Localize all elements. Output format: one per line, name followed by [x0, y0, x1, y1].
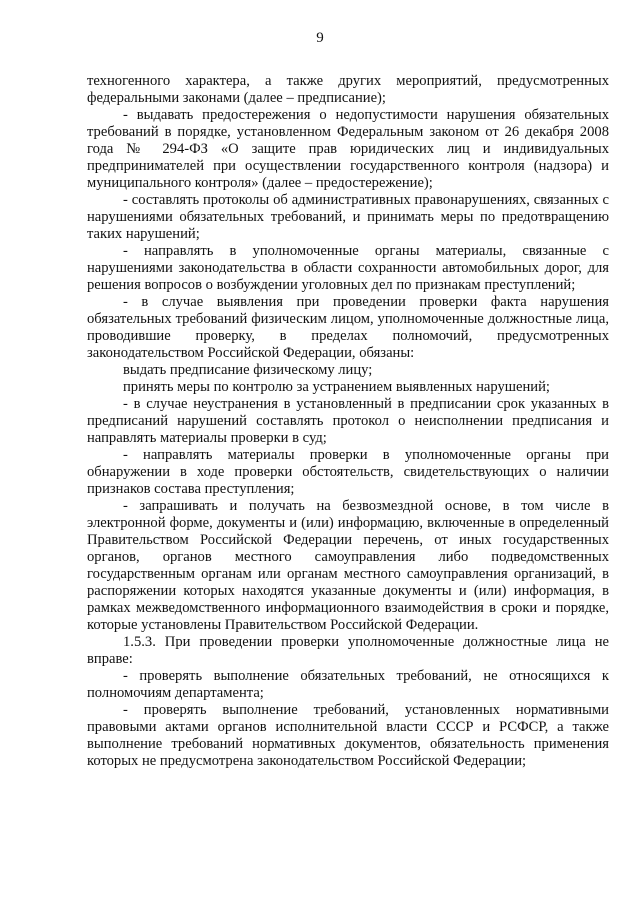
paragraph-request-documents: - запрашивать и получать на безвозмездной основе, в том числе в электронной форме, документы и (или) информацию, включенные в определенный Правительством Российской Федерации перечень, от иных государственных органов, органов местного самоуправления либо подведомственных государственным органам или органам местного самоуправления организаций, в распоряжении которых находятся указанные документы и (или) информация, в рамках межведомственного информационного взаимодействия в сроки и порядке, которые установлены Правительством Российской Федерации. — [87, 498, 609, 633]
paragraph-non-elimination: - в случае неустранения в установленный в предписании срок указанных в предписаний нарушений составлять протокол о неисполнении предписания и направлять материалы проверки в суд; — [87, 396, 609, 446]
paragraph-control-measures: принять меры по контролю за устранением выявленных нарушений; — [123, 379, 550, 395]
paragraph-draw-up-protocols: - составлять протоколы об административных правонарушениях, связанных с нарушениями обязательных требований, и принимать меры по предотвращению таких нарушений; — [87, 192, 609, 242]
page-number: 9 — [316, 30, 324, 46]
paragraph-not-check-department: - проверять выполнение обязательных требований, не относящихся к полномочиям департамента; — [87, 668, 609, 701]
paragraph-issue-warnings: - выдавать предостережения о недопустимости нарушения обязательных требований в порядке, установленном Федеральным законом от 26 декабря 2008 года № 294-ФЗ «О защите прав юридических лиц и индивидуальных предпринимателей при осуществлении государственного контроля (надзора) и муниципального контроля» (далее – предостережение); — [87, 107, 609, 191]
paragraph-send-materials: - направлять в уполномоченные органы материалы, связанные с нарушениями законодательства в области сохранности автомобильных дорог, для решения вопросов о возбуждении уголовных дел по признакам преступлений; — [87, 243, 609, 293]
paragraph-not-check-ussr: - проверять выполнение требований, установленных нормативными правовыми актами органов исполнительной власти СССР и РСФСР, а также выполнение требований нормативных документов, обязательность применения которых не предусмотрена законодательством Российской Федерации; — [87, 702, 609, 769]
paragraph-individual-violation: - в случае выявления при проведении проверки факта нарушения обязательных требований физическим лицом, уполномоченные должностные лица, проводившие проверку, в пределах полномочий, предусмотренных законодательством Российской Федерации, обязаны: — [87, 294, 609, 361]
paragraph-crime-evidence: - направлять материалы проверки в уполномоченные органы при обнаружении в ходе проверки обстоятельств, свидетельствующих о наличии признаков состава преступления; — [87, 447, 609, 497]
document-body — [87, 73, 609, 770]
paragraph-section-1-5-3: 1.5.3. При проведении проверки уполномоченные должностные лица не вправе: — [87, 634, 609, 667]
paragraph-continuation: техногенного характера, а также других мероприятий, предусмотренных федеральными законами (далее – предписание); — [87, 73, 609, 106]
paragraph-issue-order: выдать предписание физическому лицу; — [123, 362, 373, 378]
